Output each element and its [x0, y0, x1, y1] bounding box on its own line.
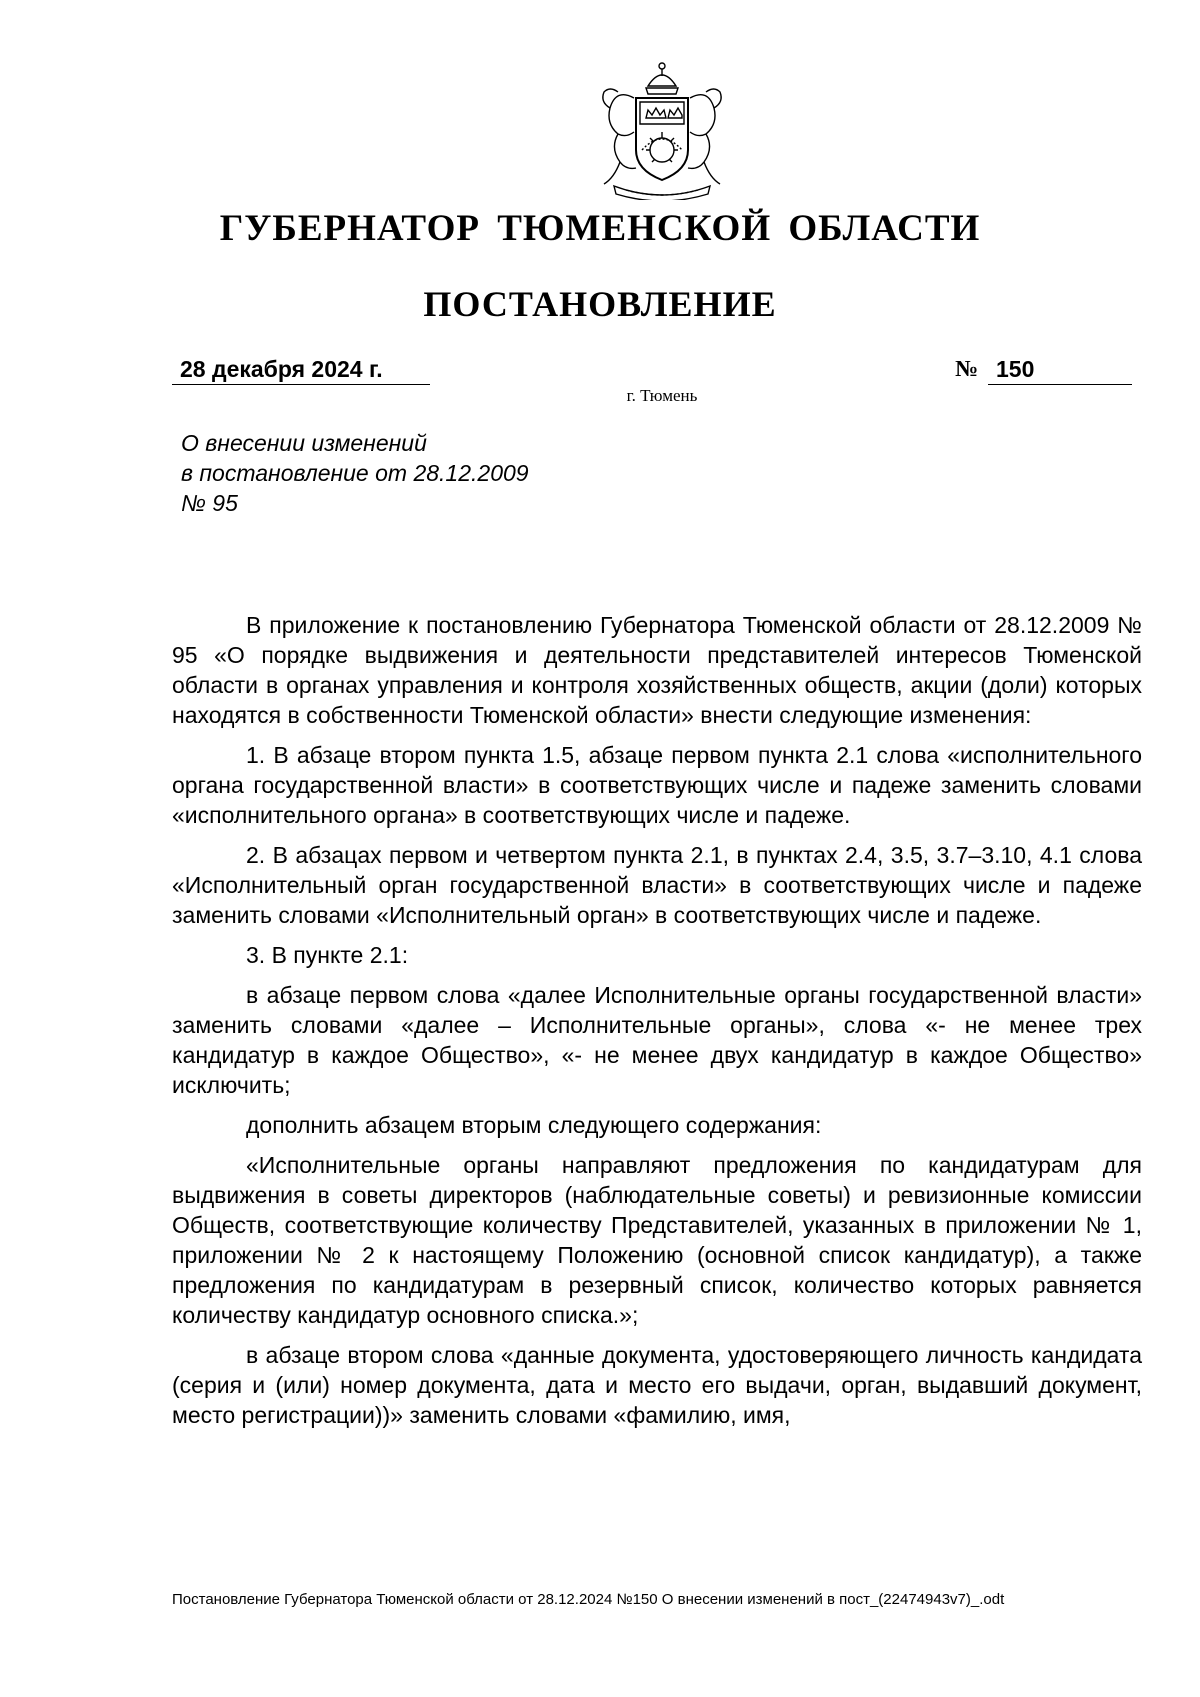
paragraph: дополнить абзацем вторым следующего содержания: — [246, 1112, 822, 1138]
paragraph: В приложение к постановлению Губернатора Тюменской области от 28.12.2009 № 95 «О порядке выдвижения и деятельности представителей интересов Тюменской области в органах управления и контроля хозяйственных обществ, акции (доли) которых находятся в собственности Тюменской области» внести следующие изменения: — [172, 612, 1142, 728]
subject-line: в постановление от 28.12.2009 — [181, 460, 529, 486]
paragraph: 2. В абзацах первом и четвертом пункта 2.1, в пунктах 2.4, 3.5, 3.7–3.10, 4.1 слова «Исполнительный орган государственной власти» в соответствующих числе и падеже заменить словами «Исполнительный орган» в соответствующих числе и падеже. — [172, 842, 1142, 928]
document-number: 150 — [988, 354, 1132, 385]
paragraph: 1. В абзаце втором пункта 1.5, абзаце первом пункта 2.1 слова «исполнительного органа государственной власти» в соответствующих числе и падеже заменить словами «исполнительного органа» в соответствующих числе и падеже. — [172, 742, 1142, 828]
paragraph: 3. В пункте 2.1: — [246, 942, 409, 968]
document-body — [172, 610, 1142, 1440]
subject-line: О внесении изменений — [181, 430, 427, 456]
issuer-title: ГУБЕРНАТОР ТЮМЕНСКОЙ ОБЛАСТИ — [219, 208, 981, 249]
subject-line: № 95 — [181, 490, 238, 516]
paragraph: в абзаце первом слова «далее Исполнительные органы государственной власти» заменить словами «далее – Исполнительные органы», слова «- не менее трех кандидатур в каждое Общество», «- не менее двух кандидатур в каждое Общество» исключить; — [172, 982, 1142, 1098]
paragraph: «Исполнительные органы направляют предложения по кандидатурам для выдвижения в советы директоров (наблюдательные советы) и ревизионные комиссии Обществ, соответствующие количеству Представителей, указанных в приложении № 1, приложении № 2 к настоящему Положению (основной список кандидатур), а также предложения по кандидатурам в резервный список, количество которых равняется количеству кандидатур основного списка.»; — [172, 1152, 1142, 1328]
city: г. Тюмень — [626, 386, 698, 405]
document-type: ПОСТАНОВЛЕНИЕ — [423, 284, 777, 324]
page-footer: Постановление Губернатора Тюменской области от 28.12.2024 №150 О внесении изменений в пост_(22474943v7)_.odt — [172, 1591, 1005, 1608]
paragraph: в абзаце втором слова «данные документа, удостоверяющего личность кандидата (серия и (или) номер документа, дата и место его выдачи, орган, выдавший документ, место регистрации))» заменить словами «фамилию, имя, — [172, 1342, 1142, 1428]
coat-of-arms-icon — [596, 58, 728, 200]
document-subject — [181, 428, 529, 518]
document-date: 28 декабря 2024 г. — [172, 354, 430, 385]
number-sign: № — [955, 356, 979, 381]
